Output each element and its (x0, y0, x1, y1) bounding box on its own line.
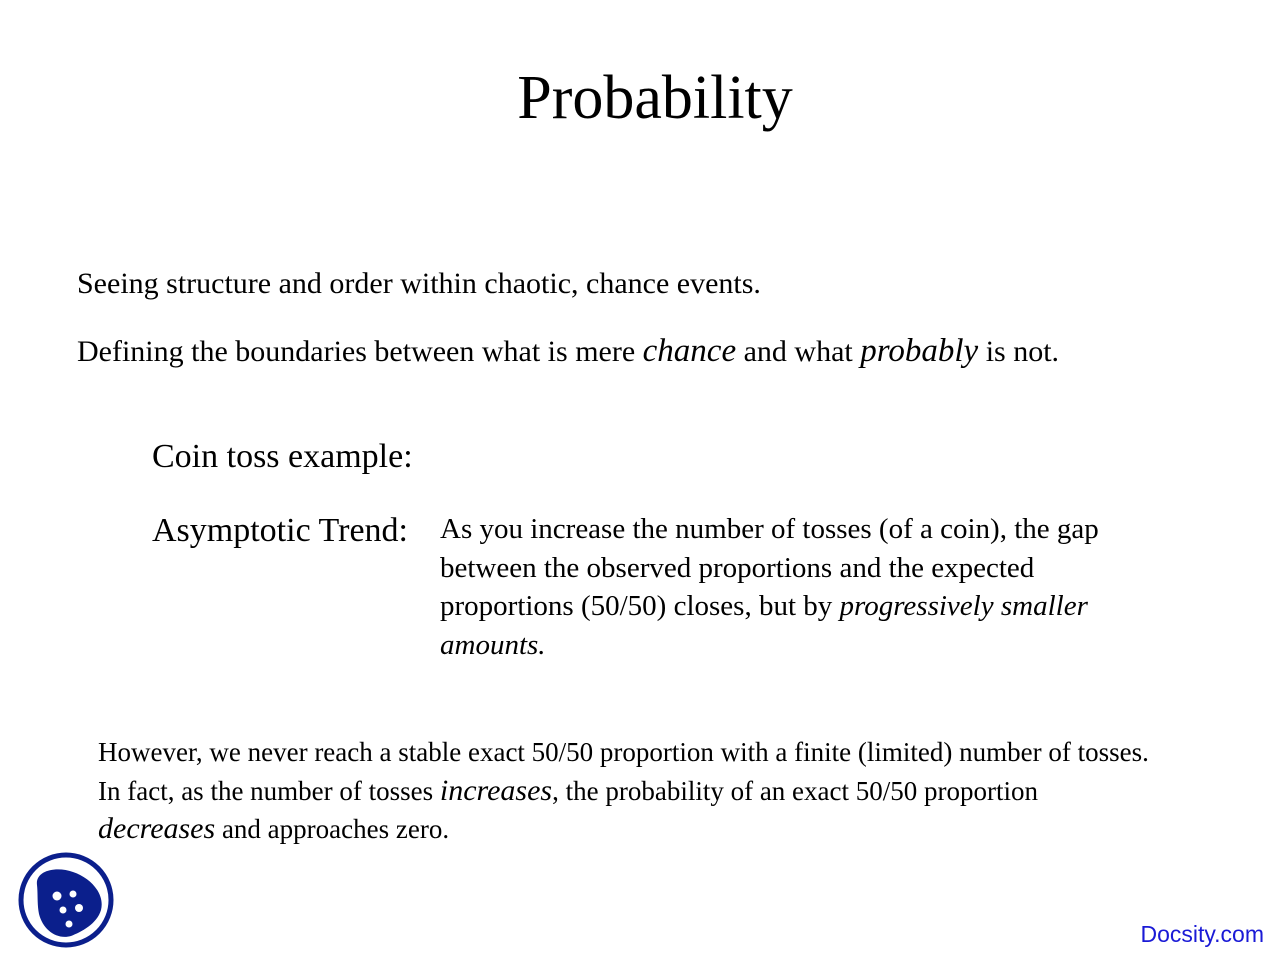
asymptotic-line-3-text: proportions (50/50) closes, but by (440, 590, 840, 622)
emphasis-probably: probably (860, 333, 979, 369)
fact-line-1: However, we never reach a stable exact 50/50 proportion with a finite (limited) number of tosses. (98, 737, 1149, 767)
docsity-brand-text[interactable]: Docsity.com (1140, 921, 1264, 947)
slide-title: Probability (517, 64, 793, 132)
asymptotic-line-3 (440, 587, 1200, 626)
intro-line-2-part-a: Defining the boundaries between what is mere (77, 335, 643, 368)
asymptotic-line-4 (440, 626, 1200, 665)
emphasis-decreases: decreases (98, 812, 216, 845)
emphasis-amounts: amounts (440, 628, 539, 661)
asymptotic-line-1: As you increase the number of tosses (of a coin), the gap (440, 513, 1099, 545)
docsity-logo-icon[interactable] (17, 852, 115, 948)
intro-line-1: Seeing structure and order within chaotic, chance events. (77, 267, 761, 300)
docsity-brand-link[interactable] (1140, 920, 1264, 948)
intro-line-2 (77, 332, 1059, 371)
asymptotic-line-2: between the observed proportions and the expected (440, 551, 1035, 584)
fact-line-2-part-b: , the probability of an exact 50/50 proportion (552, 775, 1038, 806)
fact-line-3-part-b: and approaches zero. (215, 814, 450, 844)
coin-toss-heading: Coin toss example: (152, 438, 413, 475)
emphasis-progressively-smaller: progressively smaller (839, 590, 1088, 622)
asymptotic-line-4-period: . (538, 628, 546, 661)
emphasis-chance: chance (642, 333, 737, 369)
fact-line-2 (98, 772, 1149, 811)
asymptotic-trend-description (440, 510, 1200, 664)
fact-line-3 (98, 810, 1149, 849)
asymptotic-trend-label: Asymptotic Trend: (152, 512, 408, 549)
emphasis-increases: increases (439, 773, 553, 807)
fact-line-2-part-a: In fact, as the number of tosses (98, 775, 440, 806)
intro-line-2-part-b: and what (736, 335, 861, 368)
finite-tosses-note (98, 733, 1149, 849)
intro-line-2-part-c: is not. (978, 335, 1060, 368)
